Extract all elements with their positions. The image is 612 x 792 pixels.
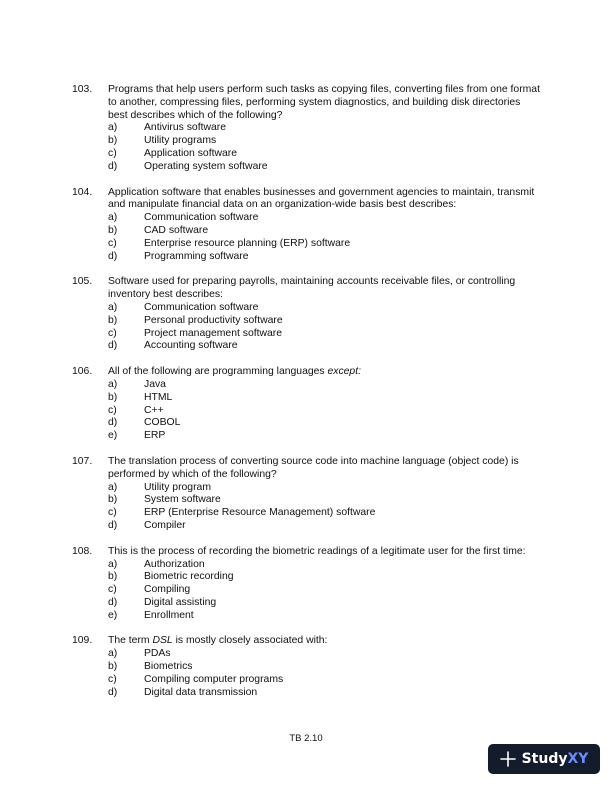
option-letter: a) — [108, 301, 118, 313]
option-text: Personal productivity software — [144, 314, 283, 326]
option — [108, 122, 542, 135]
question-number: 107. — [72, 455, 93, 467]
option — [108, 417, 542, 430]
option-text: ERP — [144, 430, 166, 442]
question-number: 108. — [72, 545, 93, 557]
option — [108, 161, 542, 174]
option-text: Java — [144, 378, 166, 390]
option — [108, 584, 542, 597]
option-text: CAD software — [144, 224, 209, 236]
option-text: Biometric recording — [144, 571, 234, 583]
option — [108, 328, 542, 341]
option-text: Utility program — [144, 481, 211, 493]
option-text: Operating system software — [144, 160, 268, 172]
question-text: The term DSL is mostly closely associated with: — [108, 635, 328, 647]
plus-sparkle-icon — [500, 751, 516, 767]
option-letter: a) — [108, 212, 118, 224]
question-number: 109. — [72, 635, 93, 647]
option-letter: c) — [108, 147, 117, 159]
option-letter: c) — [108, 507, 117, 519]
option-letter: c) — [108, 673, 117, 685]
question-105 — [72, 276, 542, 353]
question-text: Application software that enables businesses and government agencies to maintain, transmit and manipulate financial data on an organization-wide basis best describes: — [108, 186, 535, 211]
option-text: Project management software — [144, 327, 283, 339]
option — [108, 559, 542, 572]
option — [108, 251, 542, 264]
option-text: Utility programs — [144, 135, 217, 147]
option-text: Compiler — [144, 519, 186, 531]
option-letter: c) — [108, 237, 117, 249]
option-text: HTML — [144, 391, 173, 403]
option — [108, 135, 542, 148]
option-text: PDAs — [144, 648, 171, 660]
option — [108, 494, 542, 507]
question-number: 104. — [72, 186, 93, 198]
option-text: Digital assisting — [144, 596, 217, 608]
option — [108, 392, 542, 405]
question-text: The translation process of converting source code into machine language (object code) is performed by which of the following? — [108, 455, 519, 480]
option — [108, 674, 542, 687]
option-letter: b) — [108, 391, 118, 403]
option — [108, 340, 542, 353]
option-letter: b) — [108, 224, 118, 236]
option — [108, 597, 542, 610]
option-letter: b) — [108, 314, 118, 326]
question-text: This is the process of recording the biometric readings of a legitimate user for the first time: — [108, 545, 526, 557]
option-text: Biometrics — [144, 661, 193, 673]
option-letter: d) — [108, 417, 118, 429]
option-text: Communication software — [144, 301, 259, 313]
option — [108, 661, 542, 674]
option-letter: c) — [108, 404, 117, 416]
option-text: Application software — [144, 147, 237, 159]
option-text: Authorization — [144, 558, 205, 570]
option — [108, 571, 542, 584]
question-108 — [72, 546, 542, 623]
option-letter: e) — [108, 430, 118, 442]
question-number: 106. — [72, 366, 93, 378]
option-letter: e) — [108, 609, 118, 621]
option-letter: a) — [108, 558, 118, 570]
logo-text: StudyXY — [521, 751, 589, 767]
option — [108, 610, 542, 623]
option — [108, 148, 542, 161]
option-letter: b) — [108, 661, 118, 673]
option-letter: d) — [108, 519, 118, 531]
option — [108, 648, 542, 661]
option-text: Programming software — [144, 250, 249, 262]
option-text: COBOL — [144, 417, 181, 429]
option — [108, 379, 542, 392]
option — [108, 212, 542, 225]
option-text: Compiling — [144, 584, 191, 596]
option-text: Enrollment — [144, 609, 194, 621]
option-text: Compiling computer programs — [144, 673, 284, 685]
question-106 — [72, 366, 542, 443]
option — [108, 482, 542, 495]
option-text: Antivirus software — [144, 122, 226, 134]
option — [108, 520, 542, 533]
option — [108, 315, 542, 328]
option-letter: b) — [108, 494, 118, 506]
option-letter: b) — [108, 135, 118, 147]
option-letter: a) — [108, 378, 118, 390]
question-number: 105. — [72, 276, 93, 288]
option-letter: d) — [108, 596, 118, 608]
option-letter: d) — [108, 160, 118, 172]
option-text: Communication software — [144, 212, 259, 224]
question-109 — [72, 635, 542, 699]
option-letter: d) — [108, 686, 118, 698]
question-104 — [72, 187, 542, 264]
question-103 — [72, 84, 542, 174]
option-letter: a) — [108, 648, 118, 660]
option — [108, 687, 542, 700]
page-footer: TB 2.10 — [289, 733, 323, 744]
option-letter: c) — [108, 327, 117, 339]
option — [108, 302, 542, 315]
studyxy-logo — [488, 744, 600, 774]
question-number: 103. — [72, 84, 93, 95]
option-text: Digital data transmission — [144, 686, 258, 698]
option-text: ERP (Enterprise Resource Management) software — [144, 507, 376, 519]
question-107 — [72, 456, 542, 533]
option-letter: b) — [108, 571, 118, 583]
option — [108, 238, 542, 251]
option-letter: a) — [108, 122, 118, 134]
option — [108, 405, 542, 418]
option-text: Accounting software — [144, 340, 238, 352]
option — [108, 225, 542, 238]
option-text: System software — [144, 494, 221, 506]
option-letter: a) — [108, 481, 118, 493]
question-text: Programs that help users perform such tasks as copying files, converting files from one format to another, compressing files, performing system diagnostics, and building disk directories best describes which of the following? — [108, 84, 540, 121]
option-letter: d) — [108, 250, 118, 262]
option-letter: d) — [108, 340, 118, 352]
question-text: Software used for preparing payrolls, maintaining accounts receivable files, or controlling inventory best describes: — [108, 276, 516, 301]
option — [108, 507, 542, 520]
option-letter: c) — [108, 584, 117, 596]
option-text: C++ — [144, 404, 164, 416]
question-list — [72, 84, 542, 712]
question-text: All of the following are programming languages except: — [108, 366, 361, 378]
option-text: Enterprise resource planning (ERP) software — [144, 237, 351, 249]
option — [108, 430, 542, 443]
